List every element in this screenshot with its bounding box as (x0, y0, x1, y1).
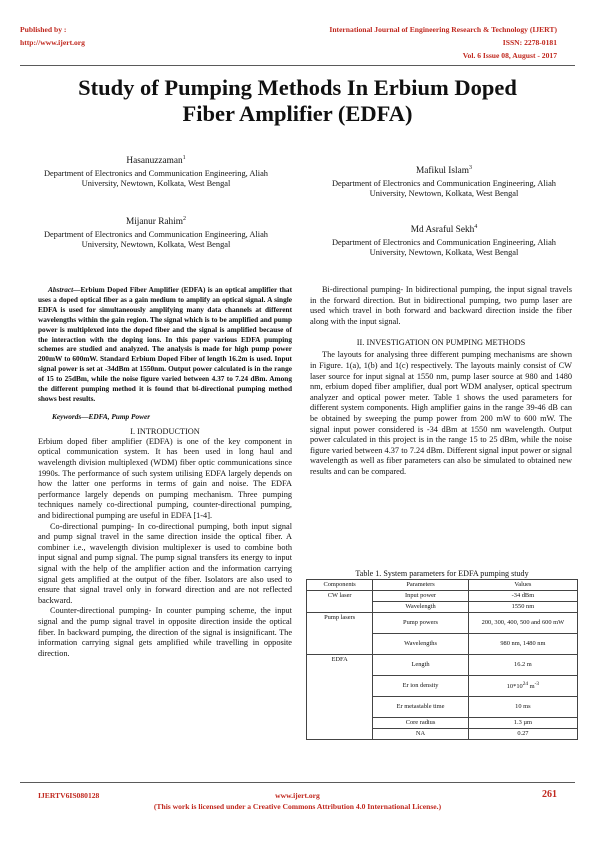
paper-title (20, 75, 575, 127)
author-affiliation: Department of Electronics and Communication Engineering, Aliah University, Newtown, Kolkata, West Bengal (44, 229, 268, 250)
intro-paragraph-3: Counter-directional pumping- In counter pumping scheme, the input signal and the pump signal travel in opposite direction inside the optical fiber. In backward pumping, the direction of the signal is insignificant. The information carrying signal gets amplified while travelling in opposite direction. (38, 606, 292, 658)
author-name: Md Asraful Sekh$^4$ (410, 224, 478, 236)
footer-url[interactable]: www.ijert.org (275, 791, 320, 800)
author-affiliation: Department of Electronics and Communication Engineering, Aliah University, Newtown, Kolkata, West Bengal (44, 168, 268, 189)
table-row: CW laser Input power -34 dBm (307, 591, 578, 602)
author-block-1 (38, 153, 274, 190)
table-1 (302, 569, 582, 740)
intro-paragraph-2: Co-directional pumping- In co-directional pumping, both input signal and pump signal travel in the same direction inside the optical fiber. A combiner i.e., wavelength division multiplexer is used to combine both input signal and pump signal. The pump signal transfers its energy to input signal with the help of the amplifier action and the information carrying signal gets amplified at the output of the fiber. Isolators are also used to ensure that signal travel only in forward direction and are not reflected backward. (38, 521, 292, 605)
section-heading-investigation: II. INVESTIGATION ON PUMPING METHODS (356, 338, 526, 348)
author-name: Mafikul Islam$^3$ (416, 165, 472, 177)
abstract-text: —Erbium Doped Fiber Amplifier (EDFA) is an optical amplifier that uses a doped optical fiber as a gain medium to amplify an optical signal. A single EDFA is used for simultaneously amplifying many data channels at different wavelengths within the gain region. The signal which is to be amplified and pump power is multiplexed into the doped fiber and the signal is amplified because of the interaction with the doping ions. In this paper various EDFA pumping schemes are studied and analyzed. The analysis is made for high pump power 200mW to 600mW. Standard Erbium Doped Fiber of length 16.2m is used. Input signal power is set at -34dBm at 1550nm. Output power calculated is in the range of 15 to 25dBm, while the noise figure varied between 4.37 to 7.24 dBm. Among the different pumping method it is found that bi-directional pumping method shows best results. (38, 285, 292, 403)
left-column (38, 285, 292, 659)
header-rule (20, 65, 575, 66)
header-components: Components (307, 580, 373, 591)
journal-name: International Journal of Engineering Research & Technology (IJERT) (329, 25, 557, 34)
bidirectional-paragraph: Bi-directional pumping- In bidirectional pumping, the input signal travels in the forward direction. But in bidirectional pumping, two pump laser are used which travel in both forward and backward direction inside the fiber along with the input signal. (310, 285, 572, 326)
issn: ISSN: 2278-0181 (502, 38, 557, 47)
er-ion-density-value: $10*10^{24}$ $m^{-3}$ (468, 676, 577, 697)
title-line-2: Fiber Amplifier (EDFA) (182, 101, 413, 126)
author-name: Mijanur Rahim$^2$ (125, 216, 187, 228)
author-affiliation: Department of Electronics and Communication Engineering, Aliah University, Newtown, Kolkata, West Bengal (332, 178, 556, 199)
publisher-label: Published by : (20, 25, 67, 34)
footer-rule (20, 782, 575, 783)
intro-paragraph-1: Erbium doped fiber amplifier (EDFA) is one of the key component in optical communication system. It has been used in long haul and wavelength division multiplexed (WDM) fiber optic communications since 1990s. The performance of such system utilising EDFA largely depends on how the latter one performs in terms of gain and noise. The EDFA performance largely depends on pumping mechanism. Three pumping techniques namely co-directional pumping, counter-directional pumping, and bidirectional pumping are useful in EDFA [1-4]. (38, 436, 292, 521)
author-block-2 (38, 214, 274, 251)
paper-id: IJERTV6IS080128 (38, 791, 100, 800)
volume-issue: Vol. 6 Issue 08, August - 2017 (462, 51, 557, 60)
investigation-paragraph: The layouts for analysing three different pumping mechanisms are shown in Figure. 1(a), 1(b) and 1(c) respectively. The layouts mainly consist of CW laser source for input signal at 1550 nm, pump laser source at 980 and 1480 nm, erbium doped fiber amplifier, dual port WDM analyser, optical spectrum analyzer and optical power meter. Table 1 shows the used parameters for different system components. High amplifier gains in the range 39-46 dB can be obtained by sweeping the pump power from 200 mW to 600 mW. The signal input power considered is -34 dBm at 1550 nm wavelength. Output power calculated in this project is in the range 15 to 25 dBm, while the noise figure varied between 4.37 to 7.24 dBm. Different signal input power or signal wavelength as well as fiber parameters can also be simulated to obtained new results and can be compared. (310, 350, 572, 476)
author-block-3 (316, 163, 572, 200)
table-row: Core radius 1.3 µm (307, 718, 578, 729)
table-header-row (307, 580, 578, 591)
header-parameters: Parameters (373, 580, 469, 591)
table-row: Wavelength 1550 nm (307, 602, 578, 613)
table-row: Wavelengths 980 nm, 1480 nm (307, 634, 578, 655)
right-column (310, 285, 572, 478)
table-row: Er metastable time 10 ms (307, 697, 578, 718)
parameters-table (306, 579, 578, 740)
page-number: 261 (542, 789, 557, 800)
table-row: Er ion density $10*10^{24}$ $m^{-3}$ (307, 676, 578, 697)
publisher-url[interactable]: http://www.ijert.org (20, 38, 85, 47)
author-name: Hasanuzzaman$^1$ (126, 155, 186, 167)
author-affiliation: Department of Electronics and Communication Engineering, Aliah University, Newtown, Kolkata, West Bengal (332, 237, 556, 258)
author-block-4 (316, 222, 572, 259)
section-heading-introduction: I. INTRODUCTION (130, 426, 200, 436)
header-values: Values (468, 580, 577, 591)
title-line-1: Study of Pumping Methods In Erbium Doped (78, 75, 517, 100)
abstract (38, 285, 292, 404)
table-caption: Table 1. System parameters for EDFA pumping study (355, 569, 529, 578)
license-notice: (This work is licensed under a Creative Commons Attribution 4.0 International License.) (153, 802, 442, 811)
table-row: EDFA Length 16.2 m (307, 655, 578, 676)
table-row: Pump lasers Pump powers 200, 300, 400, 500 and 600 mW (307, 613, 578, 634)
keywords: Keywords—EDFA, Pump Power (52, 411, 151, 421)
table-row: NA 0.27 (307, 729, 578, 740)
abstract-label: Abstract (48, 285, 74, 294)
